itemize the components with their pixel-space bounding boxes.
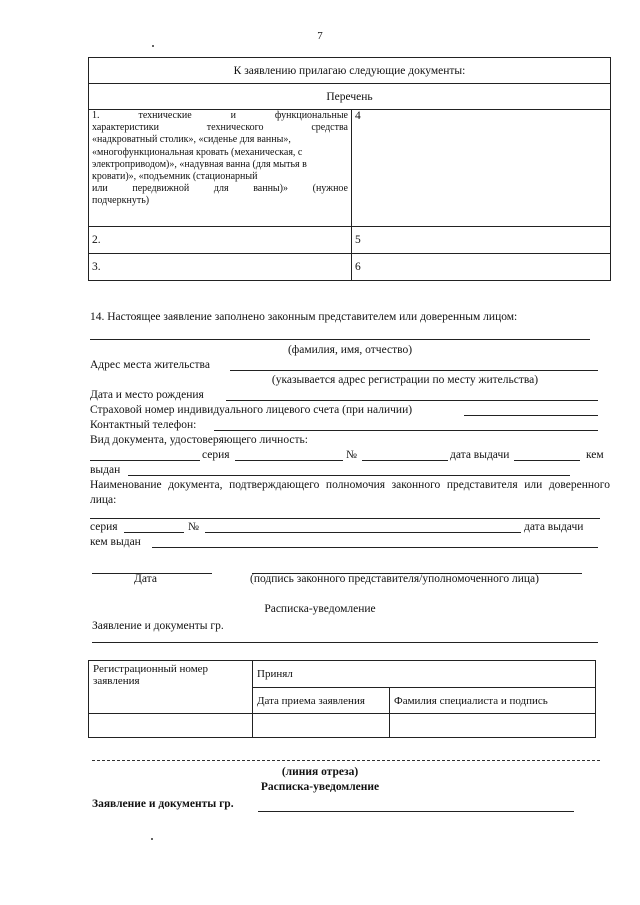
- document-item-1-word: кровати)», «подъемник (стационарный: [92, 171, 258, 183]
- specialist-cell[interactable]: [390, 714, 596, 738]
- document-item-1-word: технические: [138, 110, 192, 121]
- issued-by-full-label: кем выдан: [90, 536, 141, 548]
- document-item-1-word: передвижной: [132, 183, 190, 195]
- document-item-1-line: [92, 122, 348, 134]
- document-item-2: 2.: [89, 227, 352, 254]
- number-label-2: №: [188, 521, 199, 533]
- id-doc-label: Вид документа, удостоверяющего личность:: [90, 434, 308, 446]
- documents-table: [88, 57, 611, 281]
- reg-number-header: Регистрационный номер заявления: [89, 661, 253, 714]
- document-item-1-word: «надкроватный столик», «сиденье для ванны»,: [92, 134, 291, 146]
- authority-doc-label: Наименование документа, подтверждающего полномочия законного представителя или доверенного лица:: [90, 479, 610, 506]
- id-doc-type-field[interactable]: [90, 448, 200, 461]
- phone-label: Контактный телефон:: [90, 419, 197, 431]
- snils-field[interactable]: [464, 403, 598, 416]
- birth-label: Дата и место рождения: [90, 389, 204, 401]
- section-14: [90, 310, 610, 550]
- document-item-6: 6: [352, 254, 611, 281]
- document-item-1-word: характеристики: [92, 122, 160, 134]
- receipt-title: Расписка-уведомление: [264, 603, 376, 615]
- document-item-1-line: [92, 134, 348, 146]
- section-14-intro: 14. Настоящее заявление заполнено законным представителем или доверенным лицом:: [90, 311, 518, 323]
- date-label: Дата: [134, 573, 157, 585]
- receipt-name-field[interactable]: [92, 630, 598, 643]
- address-label: Адрес места жительства: [90, 359, 210, 371]
- authority-doc-field[interactable]: [90, 508, 600, 519]
- receipt-table: [88, 660, 596, 738]
- birth-field[interactable]: [226, 388, 598, 401]
- document-item-1-word: функциональные: [274, 110, 348, 121]
- document-item-1-word: ванны)»: [253, 183, 288, 195]
- document-item-1-line: [92, 183, 348, 195]
- issued-by-label: кем: [586, 449, 604, 461]
- cut-docs-of: Заявление и документы гр.: [92, 798, 234, 810]
- document-item-1-line: [92, 171, 348, 183]
- receipt-docs-of: Заявление и документы гр.: [92, 620, 224, 632]
- document-item-3: 3.: [89, 254, 352, 281]
- address-hint: (указывается адрес регистрации по месту жительства): [271, 374, 539, 386]
- number-field-2[interactable]: [205, 520, 521, 533]
- document-item-1-word: технического: [206, 122, 264, 134]
- issued-by-label-2: выдан: [90, 464, 121, 476]
- document-item-1-line: [92, 195, 348, 207]
- document-item-1-word: электроприводом)», «надувная ванна (для мытья в: [92, 158, 307, 170]
- number-label: №: [346, 449, 357, 461]
- issue-date-field[interactable]: [514, 448, 580, 461]
- series-field-2[interactable]: [124, 520, 184, 533]
- document-item-1-word: подчеркнуть): [92, 195, 150, 207]
- document-item-1: [89, 110, 352, 227]
- snils-label: Страховой номер индивидуального лицевого счета (при наличии): [90, 404, 413, 416]
- document-item-1-word: для: [213, 183, 229, 195]
- signature-hint: (подпись законного представителя/уполномоченного лица): [250, 573, 539, 585]
- document-item-1-word: и: [230, 110, 236, 121]
- document-item-1-line: [92, 147, 348, 159]
- fio-field[interactable]: [90, 325, 590, 340]
- document-item-1-word: средства: [311, 122, 348, 134]
- number-field[interactable]: [362, 448, 448, 461]
- series-label-2: серия: [90, 521, 118, 533]
- cut-name-field[interactable]: [258, 798, 574, 812]
- issue-date-label: дата выдачи: [450, 449, 510, 461]
- document-item-1-word: или: [92, 183, 108, 195]
- specialist-header: Фамилия специалиста и подпись: [390, 688, 596, 714]
- issued-by-field[interactable]: [128, 463, 570, 476]
- accept-date-header: Дата приема заявления: [253, 688, 390, 714]
- cut-line: [92, 760, 600, 761]
- scan-dot: [152, 45, 154, 47]
- accept-date-cell[interactable]: [253, 714, 390, 738]
- document-item-1-line: [92, 110, 348, 122]
- page-number: 7: [317, 30, 323, 42]
- cut-line-label: (линия отреза): [281, 766, 359, 778]
- document-item-5: 5: [352, 227, 611, 254]
- issued-by-field-2[interactable]: [152, 535, 598, 548]
- fio-hint: (фамилия, имя, отчество): [287, 344, 413, 356]
- document-item-1-word: (нужное: [312, 183, 348, 195]
- issue-date-label-2: дата выдачи: [524, 521, 584, 533]
- series-label: серия: [202, 449, 230, 461]
- document-item-1-word: 1.: [92, 110, 100, 121]
- reg-number-cell[interactable]: [89, 714, 253, 738]
- document-item-4: 4: [352, 110, 611, 227]
- documents-header: К заявлению прилагаю следующие документы:: [89, 58, 611, 84]
- documents-subheader: Перечень: [89, 84, 611, 110]
- accepted-header: Принял: [253, 661, 596, 688]
- address-field[interactable]: [230, 358, 598, 371]
- cut-receipt-title: Расписка-уведомление: [260, 781, 380, 793]
- scan-dot: [151, 838, 153, 840]
- series-field[interactable]: [235, 448, 343, 461]
- phone-field[interactable]: [214, 418, 598, 431]
- document-item-1-line: [92, 159, 348, 171]
- document-item-1-word: «многофункциональная кровать (механическая, с: [92, 146, 303, 158]
